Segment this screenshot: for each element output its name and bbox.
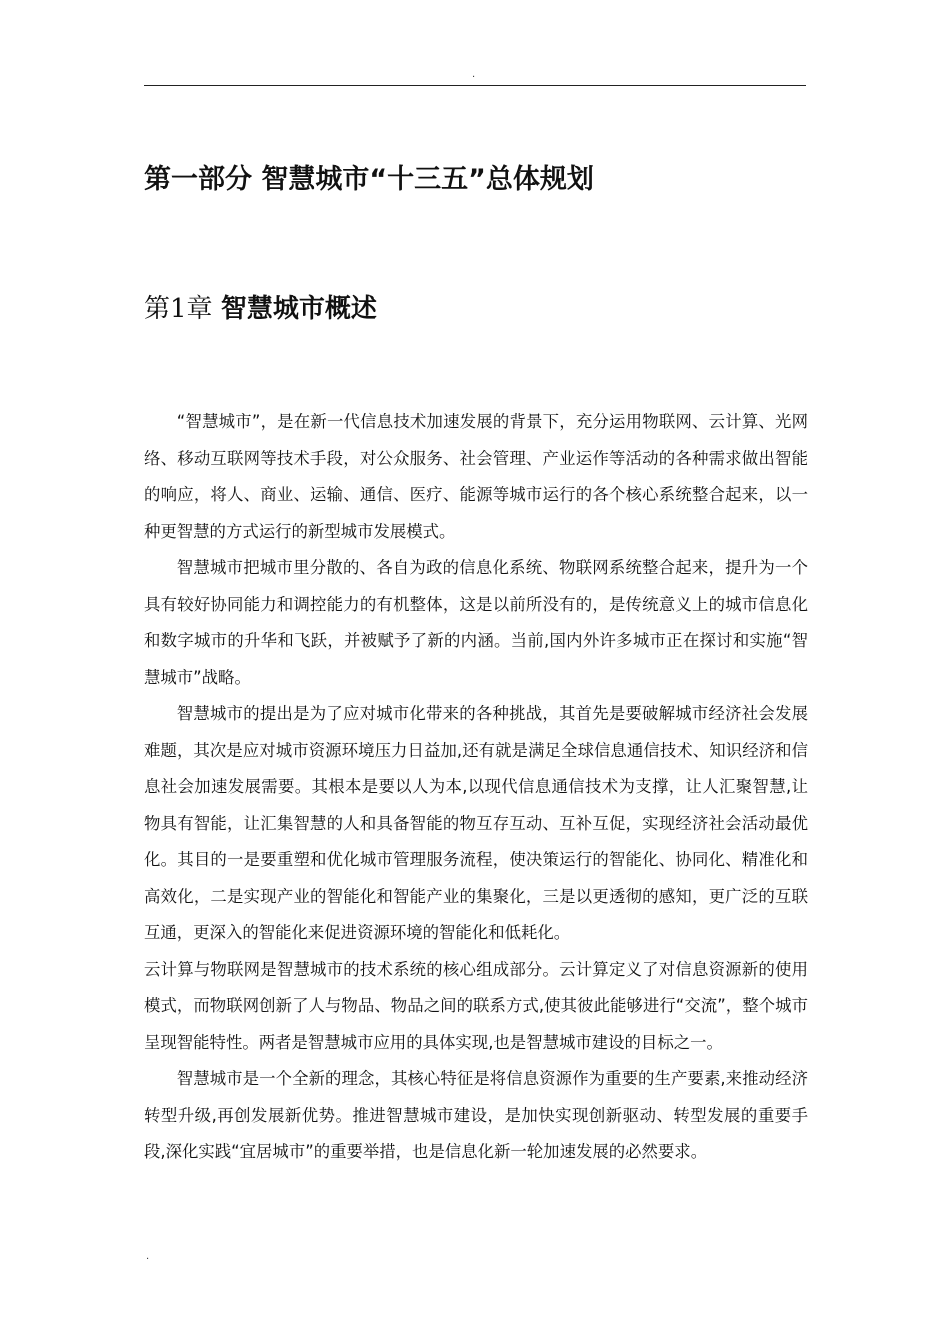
body-text xyxy=(144,404,808,1171)
header-rule xyxy=(144,85,806,86)
paragraph-4: 云计算与物联网是智慧城市的技术系统的核心组成部分。云计算定义了对信息资源新的使用模式，而物联网创新了人与物品、物品之间的联系方式,使其彼此能够进行“交流”，整个城市呈现智能特性。两者是智慧城市应用的具体实现,也是智慧城市建设的目标之一。 xyxy=(144,959,808,1052)
paragraph-5: 智慧城市是一个全新的理念，其核心特征是将信息资源作为重要的生产要素,来推动经济转型升级,再创发展新优势。推进智慧城市建设，是加快实现创新驱动、转型发展的重要手段,深化实践“宜居城市”的重要举措，也是信息化新一轮加速发展的必然要求。 xyxy=(144,1069,808,1161)
paragraph-3: 智慧城市的提出是为了应对城市化带来的各种挑战，其首先是要破解城市经济社会发展难题，其次是应对城市资源环境压力日益加,还有就是满足全球信息通信技术、知识经济和信息社会加速发展需要。其根本是要以人为本,以现代信息通信技术为支撑，让人汇聚智慧,让物具有智能，让汇集智慧的人和具备智能的物互存互动、互补互促，实现经济社会活动最优化。其目的一是要重塑和优化城市管理服务流程，使决策运行的智能化、协同化、精准化和高效化，二是实现产业的智能化和智能产业的集聚化，三是以更透彻的感知，更广泛的互联互通，更深入的智能化来促进资源环境的智能化和低耗化。 xyxy=(144,704,808,942)
paragraph-1: “智慧城市”，是在新一代信息技术加速发展的背景下，充分运用物联网、云计算、光网络、移动互联网等技术手段，对公众服务、社会管理、产业运作等活动的各种需求做出智能的响应，将人、商业、运输、通信、医疗、能源等城市运行的各个核心系统整合起来，以一种更智慧的方式运行的新型城市发展模式。 xyxy=(144,412,808,541)
chapter-heading xyxy=(144,288,806,330)
header-dot: . xyxy=(472,69,476,80)
paragraph-2: 智慧城市把城市里分散的、各自为政的信息化系统、物联网系统整合起来，提升为一个具有较好协同能力和调控能力的有机整体，这是以前所没有的，是传统意义上的城市信息化和数字城市的升华和飞跃，并被赋予了新的内涵。当前,国内外许多城市正在探讨和实施“智慧城市”战略。 xyxy=(144,558,808,687)
footer-dot: . xyxy=(146,1251,150,1262)
chapter-title: 智慧城市概述 xyxy=(220,294,377,324)
chapter-number: 第1章 xyxy=(144,294,213,324)
part-title: 第一部分 智慧城市“十三五”总体规划 xyxy=(144,164,594,195)
